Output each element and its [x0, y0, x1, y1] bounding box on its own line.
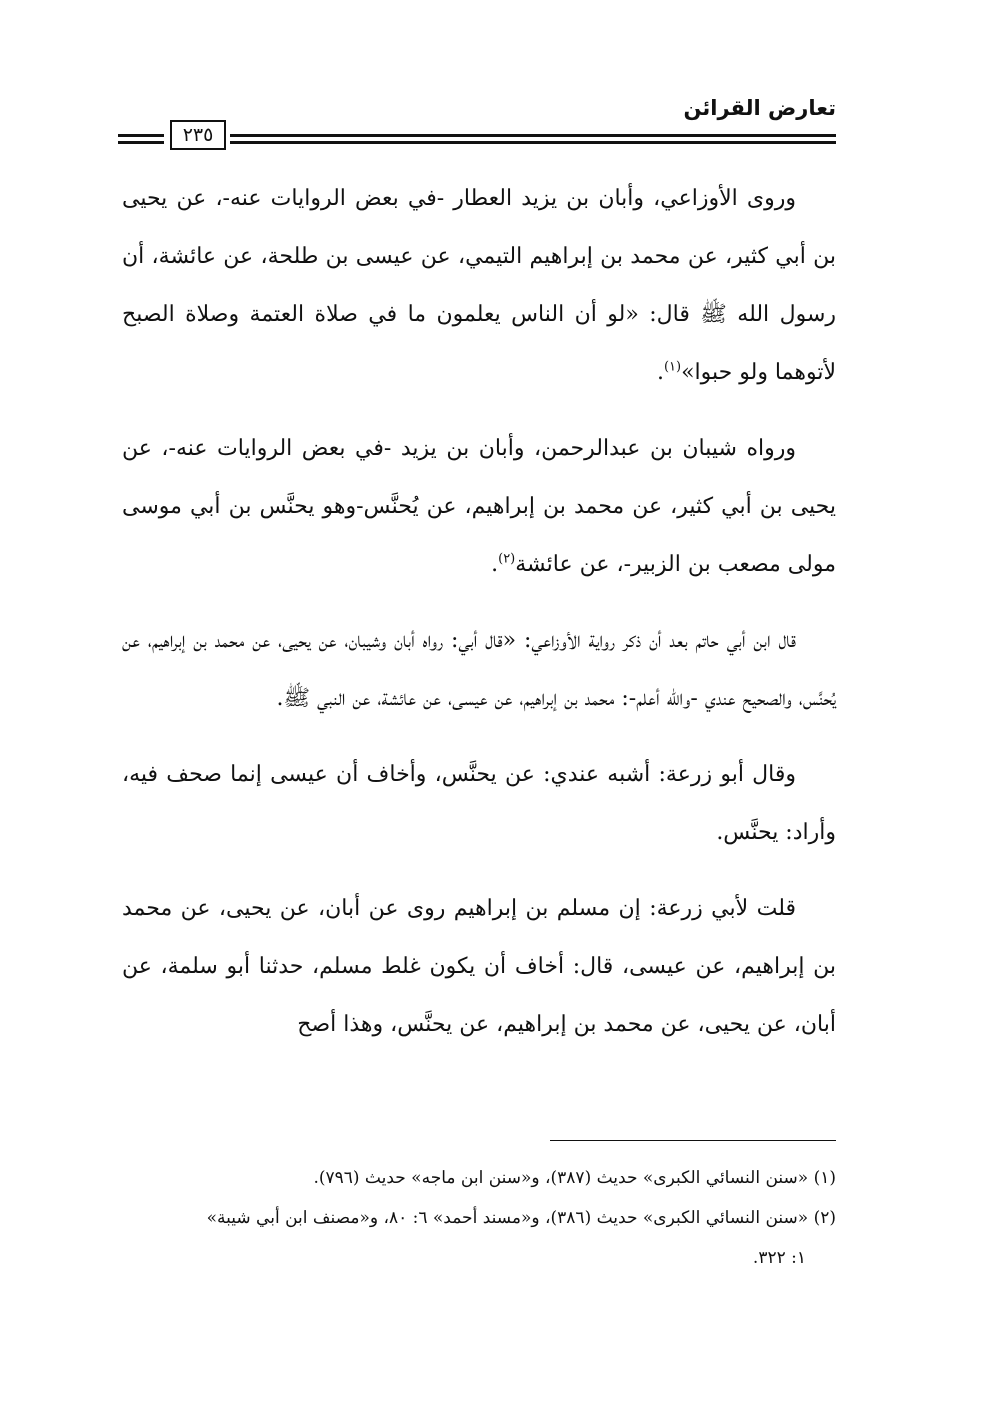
- page-header: [118, 96, 836, 156]
- header-rule: [230, 134, 836, 137]
- header-rule: [118, 134, 164, 137]
- header-rule: [118, 141, 164, 144]
- paragraph-end: .: [491, 552, 499, 577]
- paragraph: [122, 170, 836, 402]
- paragraph: قلت لأبي زرعة: إن مسلم بن إبراهيم روى عن أبان، عن يحيى، عن محمد بن إبراهيم، عن عيسى، قال: أخاف أن يكون غلط مسلم، حدثنا أبو سلمة، عن أبان، عن يحيى، عن محمد بن إبراهيم، عن يحنَّس، وهذا أصح: [122, 896, 836, 1037]
- paragraph: وقال أبو زرعة: أشبه عندي: عن يحنَّس، وأخاف أن عيسى إنما صحف فيه، وأراد: يحنَّس.: [122, 762, 836, 845]
- footnotes: [122, 1158, 836, 1278]
- paragraph: [122, 420, 836, 594]
- footnote: (١) «سنن النسائي الكبرى» حديث (٣٨٧)، و«سنن ابن ماجه» حديث (٧٩٦).: [313, 1168, 836, 1188]
- footnote-continuation: ١: ٣٢٢.: [752, 1248, 806, 1268]
- footnote-reference[interactable]: (١): [663, 359, 682, 375]
- paragraph: قال ابن أبي حاتم بعد أن ذكر رواية الأوزاعي: «قال أبي: رواه أبان وشيبان، عن يحيى، عن محمد بن إبراهيم، عن يُحنَّس، والصحيح عندي -والله أعلم-: محمد بن إبراهيم، عن عيسى، عن عائشة، عن النبي ﷺ.: [122, 628, 836, 711]
- running-title: تعارض القرائن: [683, 96, 836, 120]
- paragraph-end: .: [656, 360, 664, 385]
- header-rule: [230, 141, 836, 144]
- paragraph-text: ورواه شيبان بن عبدالرحمن، وأبان بن يزيد -في بعض الروايات عنه-، عن يحيى بن أبي كثير، عن محمد بن إبراهيم، عن يُحنَّس-وهو يحنَّس بن أبي موسى مولى مصعب بن الزبير-، عن عائشة: [122, 436, 836, 577]
- paragraph-text: وروى الأوزاعي، وأبان بن يزيد العطار -في بعض الروايات عنه-، عن يحيى بن أبي كثير، عن محمد بن إبراهيم التيمي، عن عيسى بن طلحة، عن عائشة، أن رسول الله ﷺ قال: «لو أن الناس يعلمون ما في صلاة العتمة وصلاة الصبح لأتوهما ولو حبوا»: [122, 186, 836, 385]
- page-number: ٢٣٥: [170, 120, 226, 150]
- main-text: [122, 170, 836, 1072]
- footnote-separator: [550, 1140, 836, 1141]
- footnote: (٢) «سنن النسائي الكبرى» حديث (٣٨٦)، و«مسند أحمد» ٦: ٨٠، و«مصنف ابن أبي شيبة»: [206, 1208, 836, 1228]
- footnote-reference[interactable]: (٢): [498, 551, 516, 567]
